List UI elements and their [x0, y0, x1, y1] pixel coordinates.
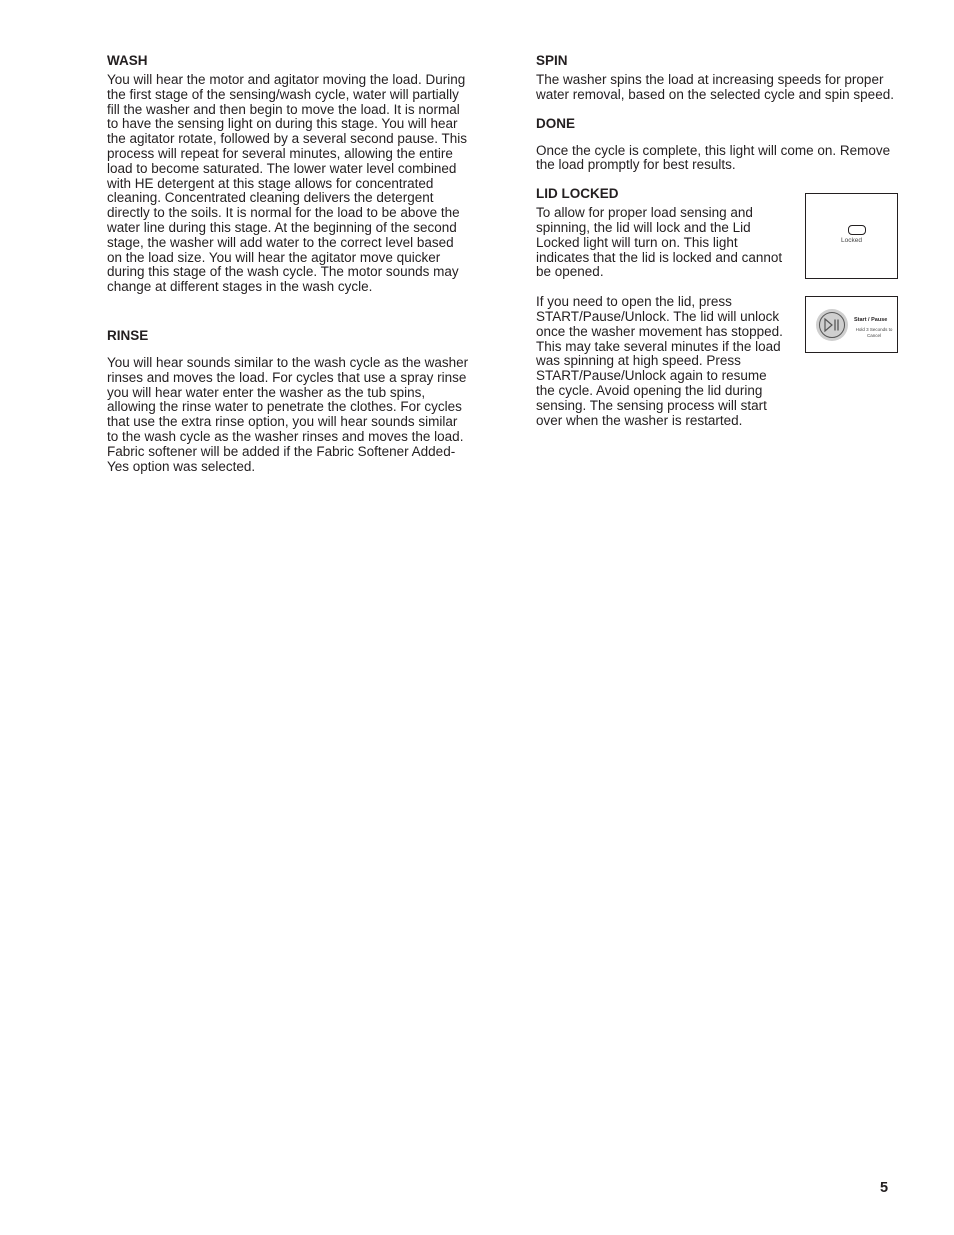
start-pause-figure [805, 296, 898, 353]
spin-section [536, 52, 898, 103]
rinse-body: You will hear sounds similar to the wash cycle as the washer rinses and moves the load. For cycles that use a spray rinse you will hear water enter the washer as the tub spins, allowing the rinse water to penetrate the clothes. For cycles that use the extra rinse option, you will hear sounds similar to the wash cycle as the washer rinses and moves the load. Fabric softener will be added if the Fabric Softener Added-Yes option was selected. [107, 354, 469, 474]
wash-body: You will hear the motor and agitator moving the load. During the first stage of the sensing/wash cycle, water will partially fill the washer and then begin to move the load. It is normal to have the sensing light on during this stage. You will hear the agitator rotate, followed by a several second pause. This process will repeat for several minutes, allowing the entire load to become saturated. The lower water level combined with HE detergent at this stage allows for concentrated cleaning. Concentrated cleaning delivers the detergent directly to the soils. It is normal for the load to be above the water line during this stage. At the beginning of the second stage, the washer will add water to the correct level based on the load size. You will hear the agitator move quicker during this stage of the wash cycle. The motor sounds may change at different stages in the wash cycle. [107, 72, 467, 295]
lid-locked-body-2: If you need to open the lid, press START/Pause/Unlock. The lid will unlock once the washer movement has stopped. This may take several minutes if the load was spinning at high speed. Press START/Pause/Unlock again to resume the cycle. Avoid opening the lid during sensing. The sensing process will start over when the washer is restarted. [536, 294, 783, 428]
rinse-heading: RINSE [107, 327, 149, 343]
page-number: 5 [880, 1180, 889, 1196]
lock-indicator-icon [848, 225, 866, 235]
locked-light-figure [805, 193, 898, 279]
done-section [536, 115, 898, 174]
wash-section [107, 52, 472, 295]
play-pause-icon [824, 318, 840, 332]
lid-locked-body-1: To allow for proper load sensing and spinning, the lid will lock and the Lid Locked light will turn on. This light indicates that the lid is locked and cannot be opened. [536, 205, 783, 280]
spin-body: The washer spins the load at increasing speeds for proper water removal, based on the selected cycle and spin speed. [536, 72, 894, 102]
wash-heading: WASH [107, 53, 148, 68]
lid-locked-heading: LID LOCKED [536, 186, 619, 202]
done-heading: DONE [536, 115, 576, 131]
locked-figure-label: Locked [841, 237, 862, 244]
left-column [107, 52, 472, 474]
done-body: Once the cycle is complete, this light will come on. Remove the load promptly for best results. [536, 142, 891, 173]
start-pause-figure-sublabel: Hold 3 Seconds to Cancel [855, 327, 893, 338]
spin-heading: SPIN [536, 53, 568, 68]
start-pause-figure-label: Start / Pause [854, 317, 888, 323]
start-pause-button-illustration [816, 309, 848, 341]
rinse-section [107, 327, 472, 474]
